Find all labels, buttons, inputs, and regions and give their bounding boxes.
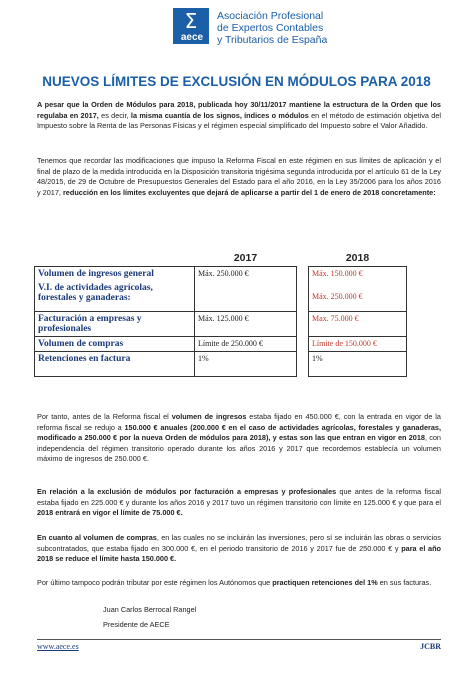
table-row — [35, 281, 407, 312]
p4-bold: En relación a la exclusión de módulos por facturación a empresas y profesionales — [37, 487, 337, 496]
value-2017: Máx. 250.000 € — [195, 267, 297, 282]
body-paragraph-6 — [37, 578, 441, 589]
limits-table — [34, 250, 407, 377]
value-2017: Máx. 125.000 € — [195, 312, 297, 337]
value-2017: 1% — [195, 352, 297, 377]
p3-bold-2: 150.000 € anuales (200.000 € en el caso de actividades agrícolas, forestales y ganaderas, modificado a 250.000 € por la nueva Orden de módulos para 2018), y estas son las que entran en vigor en 2018 — [37, 422, 441, 443]
column-header-2017: 2017 — [233, 252, 258, 264]
p1-text: es decir, — [98, 110, 131, 120]
p2-bold: reducción en los límites excluyentes que dejará de aplicarse a partir del 1 de enero de 2018 concretamente: — [62, 187, 436, 197]
signature-role: Presidente de AECE — [103, 620, 170, 629]
row-label: V.I. de actividades agrícolas, forestales y ganaderas: — [35, 281, 195, 312]
value-2018: Max. 75.000 € — [309, 312, 407, 337]
p4-bold-2: 2018 entrará en vigor el límite de 75.000 €. — [37, 508, 183, 518]
table-row — [35, 337, 407, 352]
p5-text: , en las cuales no se incluirán las inversiones, pero sí se incluirán las obras o servicios subcontratados, que estaba fijado en 300.000 €, en el periodo transitorio de 2016 y 2017 fue de 250.000 € y — [37, 533, 441, 553]
row-label: Facturación a empresas y profesionales — [35, 312, 195, 337]
p6-text: Por último tampoco podrán tributar por este régimen los Autónomos que — [37, 578, 273, 587]
footer-divider — [37, 639, 441, 640]
p1-bold-mid: la misma cuantía de los signos, índices o módulos — [130, 110, 309, 120]
column-header-2018: 2018 — [345, 252, 370, 264]
intro-paragraph-2 — [37, 156, 441, 198]
table-row — [35, 352, 407, 377]
table-row — [35, 312, 407, 337]
p6-tail: en sus facturas. — [377, 578, 432, 587]
org-line-2: de Expertos Contables — [217, 22, 324, 34]
value-2017 — [195, 281, 297, 312]
footer-website-link[interactable]: www.aece.es — [37, 642, 79, 651]
row-label: Volumen de ingresos general — [35, 267, 195, 282]
page-title: NUEVOS LÍMITES DE EXCLUSIÓN EN MÓDULOS PARA 2018 — [42, 74, 431, 89]
p1-tail: en el método de estimación objetiva del Impuesto sobre la Renta de las Personas Físicas y el régimen especial simplificado del Impuesto sobre el Valor Añadido. — [37, 110, 442, 131]
table-row — [35, 267, 407, 282]
p4-text: que antes de la reforma fiscal estaba fijado en 225.000 € y durante los años 2016 y 2017 tuvo un régimen transitorio con límite en 125.000 € y que para el — [37, 487, 442, 507]
value-2018: Límite de 150.000 € — [309, 337, 407, 352]
p6-bold: practiquen retenciones del 1% — [272, 578, 378, 587]
p3-bold: volumen de ingresos — [171, 412, 247, 421]
signature-name: Juan Carlos Berrocal Rangel — [103, 605, 197, 614]
p1-bold-lead: A pesar que la Orden de Módulos para 2018, publicada hoy 30/11/2017 mantiene la estructura de la Orden que los regulaba en 2017, — [37, 100, 441, 120]
p2-text: Tenemos que recordar las modificaciones que impuso la Reforma Fiscal en este régimen en sus límites de aplicación y el final de plazo de la medida introducida en la Disposición transitoria trigésima segunda introducida por el artículo 61 de la Ley 48/2015, de 29 de Octubre de Presupuestos Generales del Estado para el año 2016, en la Ley 35/2006 para los años 2016 y 2017, — [37, 156, 441, 197]
logo-word: aece — [180, 32, 204, 43]
body-paragraph-4 — [37, 487, 441, 519]
p3-tail: , con independencia del régimen transitorio operado durante los años 2016 y 2017 que recordemos establecía un volumen máximo de ingresos de 250.000 €. — [37, 433, 441, 464]
value-2018: Máx. 150.000 € — [309, 267, 407, 282]
logo-sigma-icon: Σ — [184, 9, 198, 33]
p5-bold: En cuanto al volumen de compras — [37, 533, 157, 542]
footer-initials: JCBR — [420, 642, 441, 651]
value-2018: 1% — [309, 352, 407, 377]
p3-text-2: estaba fijado en 450.000 €, con la entrada en vigor de la reforma fiscal se redujo a — [37, 412, 441, 432]
row-label: Retenciones en factura — [35, 352, 195, 377]
p5-bold-2: para el año 2018 se reduce el límite hasta 150.000 €. — [37, 543, 441, 564]
org-line-3: y Tributarios de España — [217, 34, 328, 46]
row-label: Volumen de compras — [35, 337, 195, 352]
body-paragraph-3 — [37, 412, 441, 465]
p3-text: Por tanto, antes de la Reforma fiscal el — [37, 412, 172, 421]
value-2017: Límite de 250.000 € — [195, 337, 297, 352]
body-paragraph-5 — [37, 533, 441, 565]
table-header-row — [35, 250, 407, 267]
organization-name — [217, 10, 377, 46]
org-line-1: Asociación Profesional — [217, 10, 324, 22]
intro-paragraph-1 — [37, 100, 441, 132]
value-2018: Máx. 250.000 € — [309, 281, 407, 312]
